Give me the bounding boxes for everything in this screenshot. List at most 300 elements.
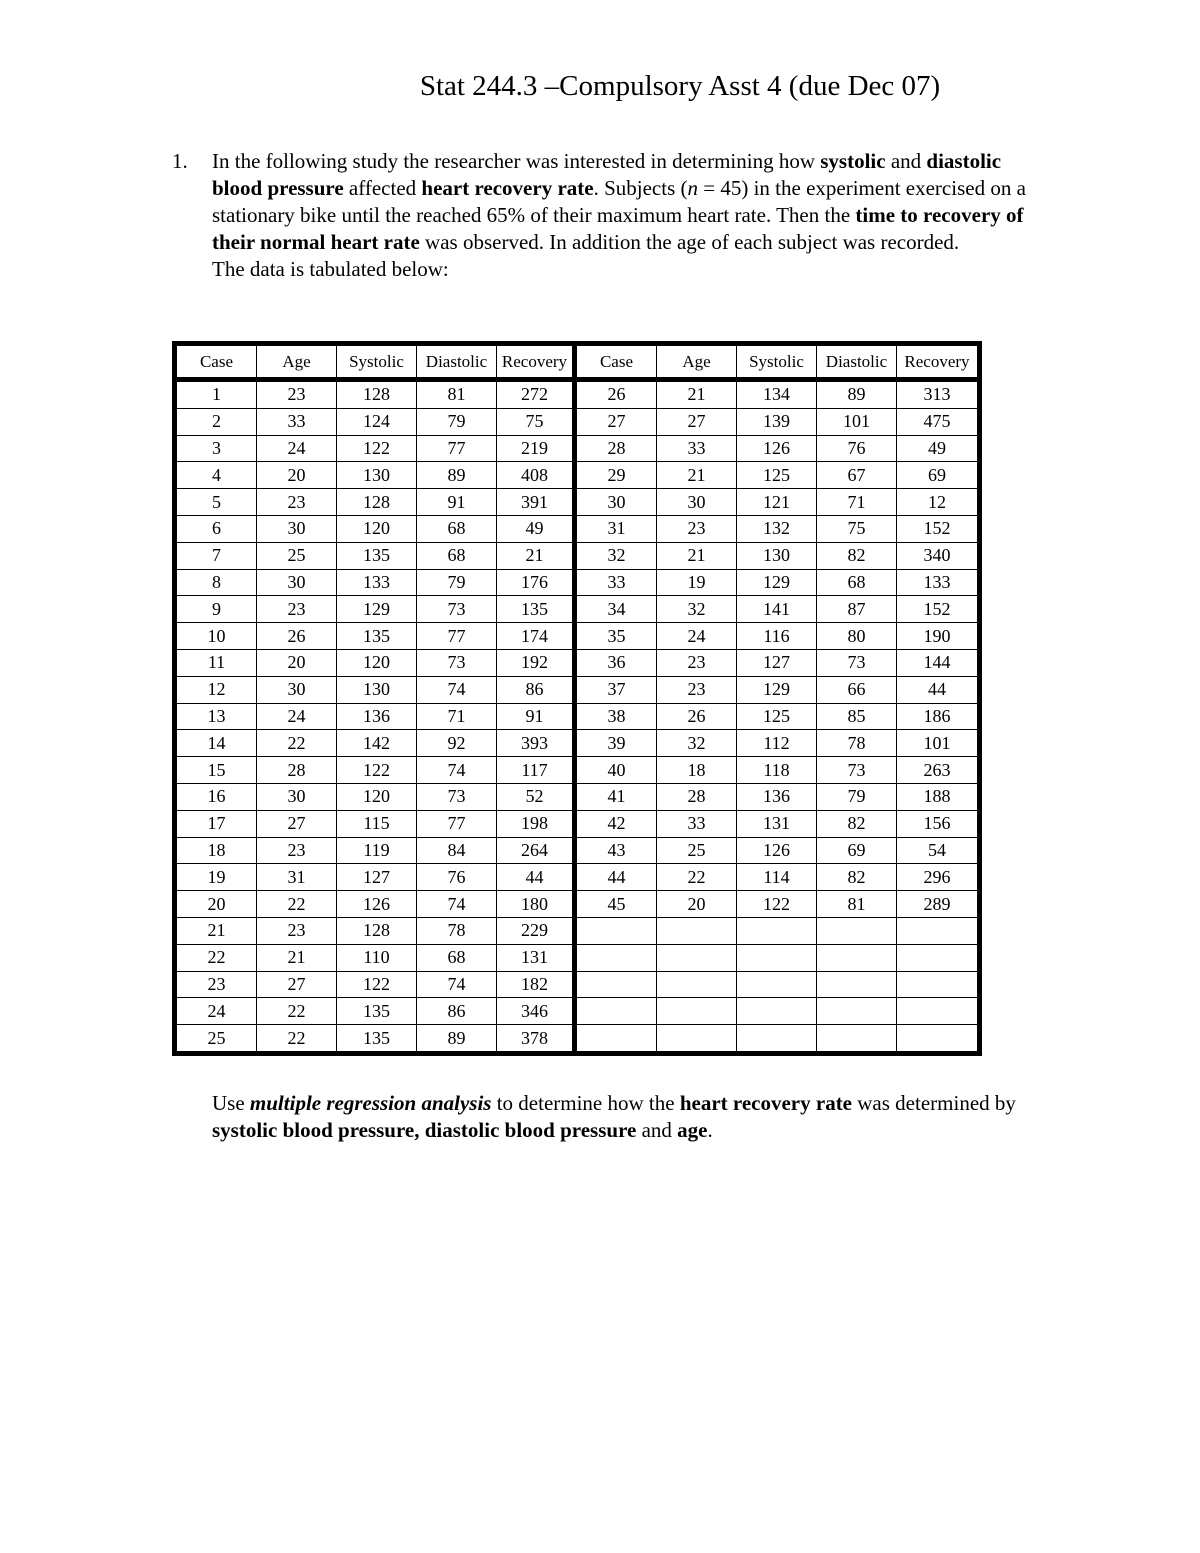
question-text-segment: In the following study the researcher was interested in determining how	[212, 149, 821, 173]
table-cell: 91	[417, 489, 497, 516]
table-row	[177, 704, 977, 731]
table-cell	[737, 945, 817, 972]
table-cell: 6	[177, 516, 257, 543]
table-cell: 33	[577, 570, 657, 597]
table-cell: 11	[177, 650, 257, 677]
table-cell: 33	[657, 436, 737, 463]
table-cell	[817, 998, 897, 1025]
table-cell: 263	[897, 757, 977, 784]
table-cell: 118	[737, 757, 817, 784]
table-row	[177, 409, 977, 436]
table-cell: 23	[257, 918, 337, 945]
table-cell: 66	[817, 677, 897, 704]
table-cell: 475	[897, 409, 977, 436]
table-cell: 152	[897, 516, 977, 543]
table-cell: 136	[737, 784, 817, 811]
table-cell: 23	[257, 489, 337, 516]
table-cell	[657, 998, 737, 1025]
table-cell	[817, 1025, 897, 1051]
instruction-text-segment: Use	[212, 1091, 250, 1115]
table-cell: 135	[337, 998, 417, 1025]
table-cell: 264	[497, 838, 577, 865]
table-cell	[657, 1025, 737, 1051]
table-cell	[897, 972, 977, 999]
table-cell: 128	[337, 489, 417, 516]
table-cell: 126	[337, 891, 417, 918]
table-cell: 33	[257, 409, 337, 436]
table-row	[177, 998, 977, 1025]
table-row	[177, 730, 977, 757]
table-row	[177, 972, 977, 999]
table-cell: 180	[497, 891, 577, 918]
table-cell: 131	[737, 811, 817, 838]
table-cell: 14	[177, 730, 257, 757]
table-cell: 128	[337, 382, 417, 409]
table-cell: 30	[257, 516, 337, 543]
table-cell: 132	[737, 516, 817, 543]
table-cell: 126	[737, 436, 817, 463]
table-row	[177, 462, 977, 489]
table-cell	[657, 945, 737, 972]
table-cell: 28	[657, 784, 737, 811]
table-cell: 125	[737, 462, 817, 489]
table-cell: 289	[897, 891, 977, 918]
table-cell: 272	[497, 382, 577, 409]
table-cell: 139	[737, 409, 817, 436]
table-cell: 8	[177, 570, 257, 597]
table-cell: 30	[577, 489, 657, 516]
table-cell	[897, 998, 977, 1025]
table-cell: 120	[337, 650, 417, 677]
table-cell: 24	[257, 436, 337, 463]
table-cell: 30	[257, 570, 337, 597]
table-cell: 22	[257, 998, 337, 1025]
table-row	[177, 757, 977, 784]
table-cell: 141	[737, 596, 817, 623]
table-cell: 129	[737, 570, 817, 597]
table-cell: 77	[417, 811, 497, 838]
table-cell: 71	[817, 489, 897, 516]
table-cell: 101	[817, 409, 897, 436]
table-cell: 32	[577, 543, 657, 570]
table-cell: 127	[737, 650, 817, 677]
table-cell: 23	[657, 516, 737, 543]
table-cell	[897, 918, 977, 945]
table-row	[177, 543, 977, 570]
table-row	[177, 891, 977, 918]
table-cell: 391	[497, 489, 577, 516]
question-1	[172, 148, 1032, 283]
table-cell: 73	[817, 650, 897, 677]
table-cell: 89	[417, 462, 497, 489]
column-header: Case	[577, 346, 657, 382]
table-row	[177, 945, 977, 972]
table-cell: 7	[177, 543, 257, 570]
instruction-bold-italic-method: multiple regression analysis	[249, 1091, 492, 1115]
table-cell: 43	[577, 838, 657, 865]
table-cell: 82	[817, 811, 897, 838]
table-row	[177, 784, 977, 811]
table-cell: 130	[337, 462, 417, 489]
table-cell: 33	[657, 811, 737, 838]
table-cell: 44	[577, 864, 657, 891]
table-cell: 12	[177, 677, 257, 704]
table-cell: 122	[337, 757, 417, 784]
table-cell: 296	[897, 864, 977, 891]
table-cell: 110	[337, 945, 417, 972]
table-cell: 188	[897, 784, 977, 811]
instruction-text-segment: .	[707, 1118, 713, 1142]
table-cell: 142	[337, 730, 417, 757]
table-cell: 74	[417, 757, 497, 784]
table-cell	[737, 972, 817, 999]
table-cell: 73	[417, 784, 497, 811]
table-cell: 38	[577, 704, 657, 731]
table-cell: 122	[337, 972, 417, 999]
table-cell: 190	[897, 623, 977, 650]
table-cell: 91	[497, 704, 577, 731]
table-cell: 80	[817, 623, 897, 650]
question-n-variable: n	[687, 176, 698, 200]
table-header-row	[177, 346, 977, 382]
table-cell: 134	[737, 382, 817, 409]
table-cell: 176	[497, 570, 577, 597]
table-cell: 26	[577, 382, 657, 409]
table-row	[177, 650, 977, 677]
table-cell: 25	[257, 543, 337, 570]
instruction-text-segment: and	[636, 1118, 678, 1142]
table-cell	[737, 998, 817, 1025]
table-cell: 135	[337, 623, 417, 650]
table-cell: 68	[417, 543, 497, 570]
table-cell: 313	[897, 382, 977, 409]
table-cell: 79	[417, 570, 497, 597]
table-cell: 68	[417, 945, 497, 972]
table-cell: 135	[337, 1025, 417, 1051]
table-cell: 27	[257, 811, 337, 838]
table-cell: 122	[337, 436, 417, 463]
table-cell: 17	[177, 811, 257, 838]
table-row	[177, 677, 977, 704]
question-table-intro: The data is tabulated below:	[212, 257, 449, 281]
table-cell: 74	[417, 972, 497, 999]
table-cell: 23	[257, 382, 337, 409]
table-cell: 23	[257, 838, 337, 865]
table-cell: 67	[817, 462, 897, 489]
table-cell: 36	[577, 650, 657, 677]
table-cell: 121	[737, 489, 817, 516]
table-cell: 73	[417, 596, 497, 623]
table-cell: 219	[497, 436, 577, 463]
table-body	[177, 382, 977, 1051]
table-cell: 13	[177, 704, 257, 731]
table-cell: 79	[817, 784, 897, 811]
table-cell: 73	[417, 650, 497, 677]
table-cell: 129	[737, 677, 817, 704]
table-cell: 32	[657, 730, 737, 757]
table-cell: 21	[257, 945, 337, 972]
table-cell: 133	[337, 570, 417, 597]
table-cell: 22	[257, 1025, 337, 1051]
table-cell: 34	[577, 596, 657, 623]
table-cell: 119	[337, 838, 417, 865]
table-cell: 86	[417, 998, 497, 1025]
table-cell: 22	[177, 945, 257, 972]
table-cell: 85	[817, 704, 897, 731]
question-bold-diastolic: diastolic blood pressure	[212, 149, 1002, 200]
table-cell: 69	[897, 462, 977, 489]
table-cell: 133	[897, 570, 977, 597]
table-cell: 30	[657, 489, 737, 516]
table-cell: 28	[257, 757, 337, 784]
table-cell	[657, 918, 737, 945]
table-cell: 22	[257, 891, 337, 918]
table-row	[177, 489, 977, 516]
table-cell: 135	[337, 543, 417, 570]
table-cell: 86	[497, 677, 577, 704]
table-cell: 42	[577, 811, 657, 838]
table-cell: 4	[177, 462, 257, 489]
table-cell: 44	[497, 864, 577, 891]
table-row	[177, 570, 977, 597]
table-cell: 27	[577, 409, 657, 436]
column-header: Systolic	[337, 346, 417, 382]
question-text-segment: . Subjects (	[593, 176, 688, 200]
table-cell: 18	[177, 838, 257, 865]
table-cell: 21	[657, 543, 737, 570]
table-row	[177, 596, 977, 623]
table-cell: 35	[577, 623, 657, 650]
instruction	[212, 1090, 1032, 1144]
table-cell: 71	[417, 704, 497, 731]
table-cell: 2	[177, 409, 257, 436]
table-cell: 135	[497, 596, 577, 623]
question-bold-recovery-rate: heart recovery rate	[421, 176, 594, 200]
table-cell	[897, 1025, 977, 1051]
table-cell: 68	[817, 570, 897, 597]
table-cell: 130	[337, 677, 417, 704]
table-cell: 120	[337, 516, 417, 543]
table-cell: 68	[417, 516, 497, 543]
table-cell: 69	[817, 838, 897, 865]
table-cell: 12	[897, 489, 977, 516]
table-cell: 26	[657, 704, 737, 731]
table-cell: 81	[817, 891, 897, 918]
table-cell: 30	[257, 784, 337, 811]
table-cell: 19	[177, 864, 257, 891]
table-row	[177, 811, 977, 838]
question-text-segment: and	[885, 149, 927, 173]
table-cell: 45	[577, 891, 657, 918]
table-cell: 174	[497, 623, 577, 650]
table-cell: 126	[737, 838, 817, 865]
table-row	[177, 1025, 977, 1051]
question-bold-systolic: systolic	[820, 149, 886, 173]
table-cell: 128	[337, 918, 417, 945]
table-cell: 87	[817, 596, 897, 623]
table-cell: 84	[417, 838, 497, 865]
table-cell: 28	[577, 436, 657, 463]
table-cell: 130	[737, 543, 817, 570]
table-cell: 378	[497, 1025, 577, 1051]
table-cell: 27	[257, 972, 337, 999]
table-cell: 40	[577, 757, 657, 784]
table-cell: 18	[657, 757, 737, 784]
table-cell: 22	[657, 864, 737, 891]
table-cell: 26	[257, 623, 337, 650]
table-cell: 127	[337, 864, 417, 891]
table-cell: 129	[337, 596, 417, 623]
table-cell: 20	[257, 650, 337, 677]
table-cell: 25	[177, 1025, 257, 1051]
table-cell: 20	[657, 891, 737, 918]
table-cell: 75	[497, 409, 577, 436]
question-text-segment: affected	[343, 176, 422, 200]
table-cell: 136	[337, 704, 417, 731]
table-cell: 24	[257, 704, 337, 731]
table-cell	[817, 918, 897, 945]
question-text	[212, 148, 1032, 283]
table-cell: 1	[177, 382, 257, 409]
table-cell: 24	[657, 623, 737, 650]
instruction-text-segment: to determine how the	[491, 1091, 680, 1115]
table-cell: 16	[177, 784, 257, 811]
table-cell: 49	[497, 516, 577, 543]
table-cell	[897, 945, 977, 972]
data-table	[172, 341, 982, 1056]
table-cell: 10	[177, 623, 257, 650]
question-text-segment: was observed. In addition the age of each subject was recorded.	[419, 230, 960, 254]
table-cell: 78	[417, 918, 497, 945]
table-row	[177, 838, 977, 865]
table-cell: 44	[897, 677, 977, 704]
table-cell: 340	[897, 543, 977, 570]
table-cell: 54	[897, 838, 977, 865]
table-cell: 117	[497, 757, 577, 784]
table-cell: 24	[177, 998, 257, 1025]
table-cell: 76	[817, 436, 897, 463]
table-cell: 5	[177, 489, 257, 516]
table-cell	[737, 918, 817, 945]
column-header: Case	[177, 346, 257, 382]
column-header: Diastolic	[417, 346, 497, 382]
column-header: Systolic	[737, 346, 817, 382]
table-cell: 112	[737, 730, 817, 757]
column-header: Recovery	[897, 346, 977, 382]
table-cell: 156	[897, 811, 977, 838]
instruction-bold-recovery-rate: heart recovery rate	[679, 1091, 853, 1115]
table-cell: 19	[657, 570, 737, 597]
table-cell: 3	[177, 436, 257, 463]
table-cell: 41	[577, 784, 657, 811]
table-cell: 198	[497, 811, 577, 838]
table-cell: 23	[177, 972, 257, 999]
table-cell: 23	[257, 596, 337, 623]
table-cell: 144	[897, 650, 977, 677]
table-cell: 20	[177, 891, 257, 918]
table-cell: 21	[177, 918, 257, 945]
table-cell: 21	[657, 382, 737, 409]
table-cell: 408	[497, 462, 577, 489]
table-cell: 21	[657, 462, 737, 489]
table-cell	[817, 972, 897, 999]
table-cell	[577, 918, 657, 945]
table-cell: 186	[897, 704, 977, 731]
table-cell	[577, 972, 657, 999]
table-cell: 37	[577, 677, 657, 704]
table-row	[177, 436, 977, 463]
table-cell: 23	[657, 677, 737, 704]
table-cell: 76	[417, 864, 497, 891]
table-cell: 22	[257, 730, 337, 757]
instruction-bold-pressures: systolic blood pressure, diastolic blood pressure	[212, 1118, 637, 1142]
question-text-segment: = 45) in the experiment exercised on a stationary bike until the reached 65% of their maximum heart rate. Then the	[212, 176, 1026, 227]
table-cell: 79	[417, 409, 497, 436]
table-cell	[577, 1025, 657, 1051]
table-cell: 32	[657, 596, 737, 623]
table-row	[177, 864, 977, 891]
table-cell: 23	[657, 650, 737, 677]
table-cell: 82	[817, 543, 897, 570]
table-cell: 15	[177, 757, 257, 784]
column-header: Age	[657, 346, 737, 382]
table-cell	[577, 998, 657, 1025]
table-row	[177, 382, 977, 409]
table-row	[177, 918, 977, 945]
table-cell: 31	[257, 864, 337, 891]
table-cell: 120	[337, 784, 417, 811]
table-cell: 89	[817, 382, 897, 409]
table-cell: 30	[257, 677, 337, 704]
question-bold-time-to-recovery: time to recovery of their normal heart rate	[212, 203, 1024, 254]
table-cell: 77	[417, 623, 497, 650]
table-cell: 73	[817, 757, 897, 784]
table-cell: 122	[737, 891, 817, 918]
table-cell: 229	[497, 918, 577, 945]
page-title: Stat 244.3 –Compulsory Asst 4 (due Dec 07)	[419, 70, 941, 102]
table-cell: 21	[497, 543, 577, 570]
table-cell: 131	[497, 945, 577, 972]
table-cell: 25	[657, 838, 737, 865]
table-cell: 346	[497, 998, 577, 1025]
table-cell: 74	[417, 677, 497, 704]
instruction-text-segment: was determined by	[852, 1091, 1016, 1115]
table-cell: 29	[577, 462, 657, 489]
table-cell: 49	[897, 436, 977, 463]
table-cell	[577, 945, 657, 972]
table-cell: 124	[337, 409, 417, 436]
table-cell: 114	[737, 864, 817, 891]
table-cell: 20	[257, 462, 337, 489]
column-header: Diastolic	[817, 346, 897, 382]
table-cell	[657, 972, 737, 999]
table-cell: 125	[737, 704, 817, 731]
table-cell: 182	[497, 972, 577, 999]
table-cell: 89	[417, 1025, 497, 1051]
table-cell: 152	[897, 596, 977, 623]
table-cell: 9	[177, 596, 257, 623]
instruction-bold-age: age	[677, 1118, 708, 1142]
table-cell	[817, 945, 897, 972]
table-cell: 39	[577, 730, 657, 757]
table-cell: 393	[497, 730, 577, 757]
column-header: Recovery	[497, 346, 577, 382]
table-cell	[737, 1025, 817, 1051]
table-cell: 192	[497, 650, 577, 677]
table-cell: 31	[577, 516, 657, 543]
table-row	[177, 516, 977, 543]
table-cell: 74	[417, 891, 497, 918]
